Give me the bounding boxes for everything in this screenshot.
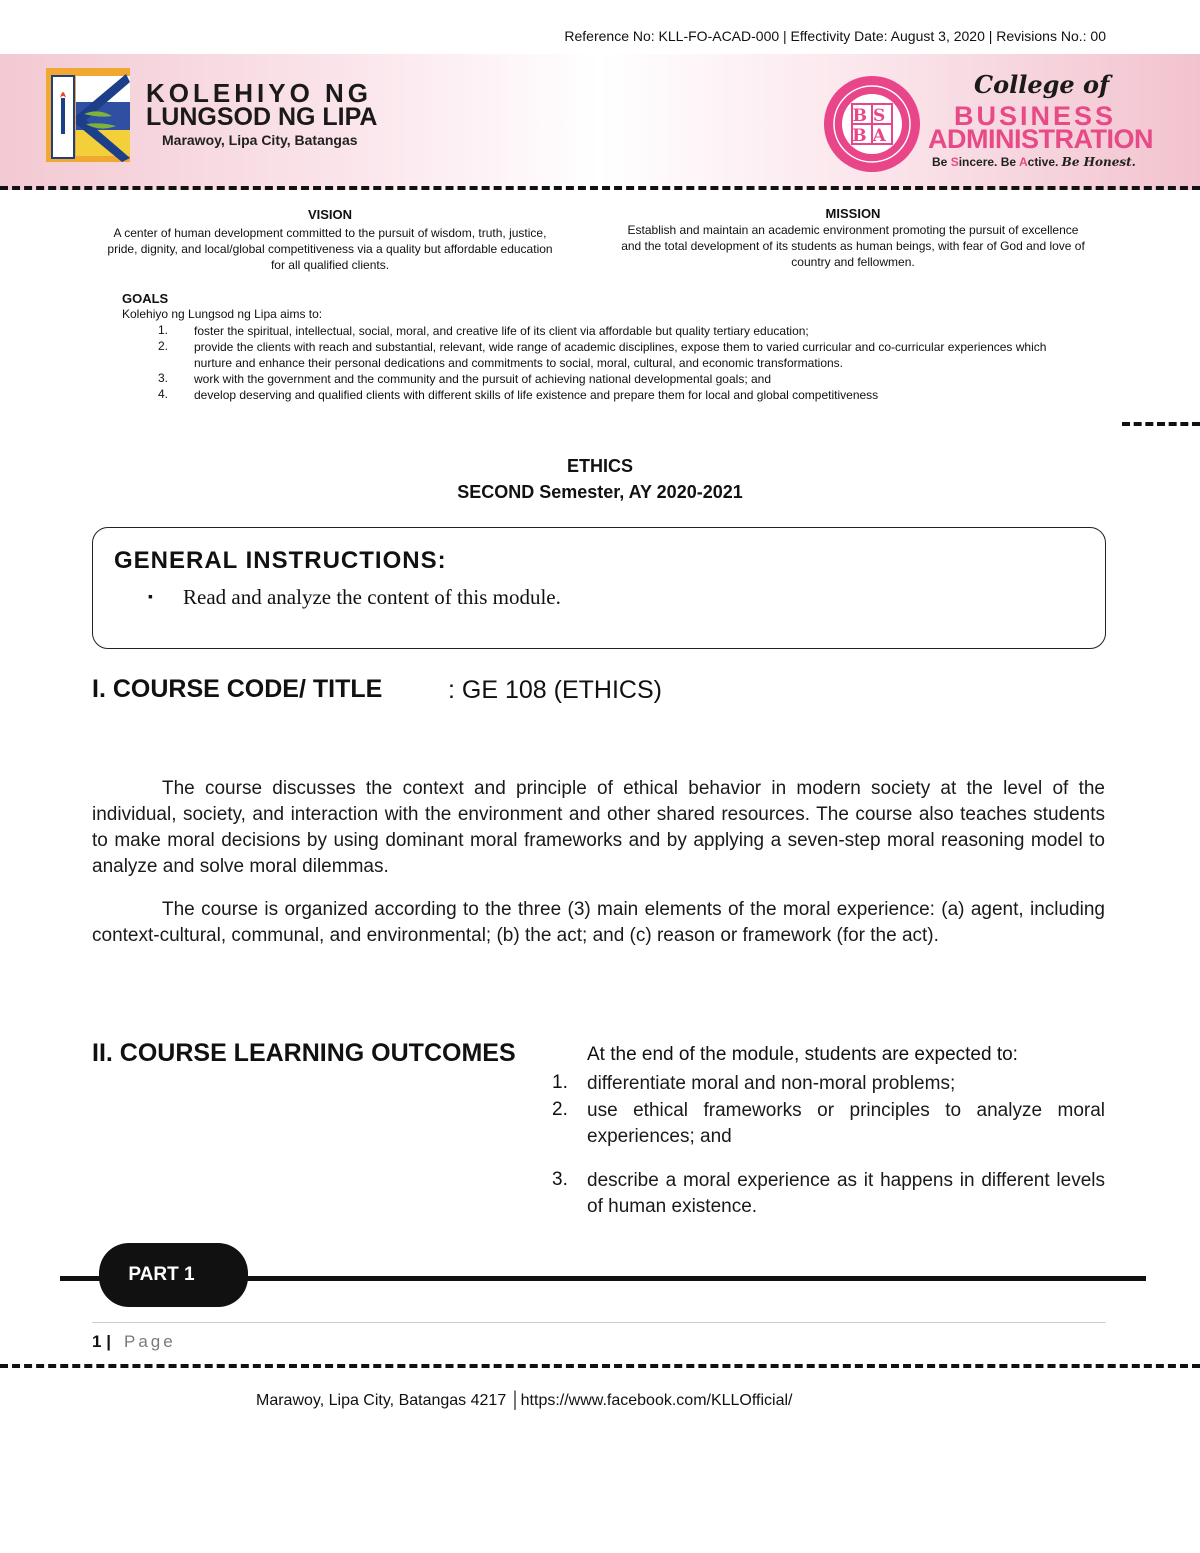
vision-text: A center of human development committed to the pursuit of wisdom, truth, justice, pride, dignity, and local/global competitiveness via a quality but affordable education for all qualified clients.: [107, 226, 553, 272]
goal-item: develop deserving and qualified clients with different skills of life existence and prepare them for local and global competitiveness: [194, 388, 879, 402]
description-paragraph-2: The course is organized according to the three (3) main elements of the moral experience: (a) agent, including context-cultural, communal, and environmental; (b) the act; and (c) reason or framework (for the act).: [92, 899, 1105, 946]
outcome-number: 3.: [552, 1169, 568, 1190]
reference-line: Reference No: KLL-FO-ACAD-000 | Effectivity Date: August 3, 2020 | Revisions No.: 00: [564, 28, 1106, 44]
page-number: 1 |: [92, 1332, 111, 1351]
course-code-value: : GE 108 (ETHICS): [448, 676, 662, 704]
outcome-item: use ethical frameworks or principles to analyze moral experiences; and: [587, 1100, 1105, 1147]
mission-title: MISSION: [825, 206, 881, 221]
outcome-number: 2.: [552, 1099, 568, 1120]
school-address: Marawoy, Lipa City, Batangas: [162, 132, 358, 148]
goals-title: GOALS: [122, 291, 169, 306]
goals-intro: Kolehiyo ng Lungsod ng Lipa aims to:: [122, 307, 323, 321]
goal-number: 3.: [158, 371, 169, 385]
bsba-seal: [822, 74, 922, 174]
goal-number: 1.: [158, 323, 169, 337]
page-word: Page: [124, 1332, 176, 1351]
vision-title: VISION: [307, 207, 353, 222]
instructions-title: GENERAL INSTRUCTIONS:: [114, 547, 447, 574]
outcome-item: describe a moral experience as it happens in different levels of human existence.: [587, 1170, 1105, 1217]
school-name-line1: KOLEHIYO NG: [146, 78, 373, 108]
goal-item: provide the clients with reach and substantial, relevant, wide range of academic disciplines, expose them to varied curricular and co-curricular experiences which nurture and enhance their personal dedications and commitments to social, moral, cultural, and economic transformations.: [194, 340, 1047, 370]
instructions-item: Read and analyze the content of this module.: [183, 585, 561, 609]
semester-title: SECOND Semester, AY 2020-2021: [457, 482, 743, 502]
college-motto: Be Sincere. Be Active. Be Honest.: [932, 155, 1136, 169]
side-divider: [1122, 422, 1200, 426]
header-divider: [0, 186, 1200, 190]
goal-item: work with the government and the community and the pursuit of achieving national developmental goals; and: [194, 372, 772, 386]
page-separator: [92, 1322, 1106, 1323]
outcomes-label: II. COURSE LEARNING OUTCOMES: [92, 1039, 516, 1067]
footer-divider: [0, 1364, 1200, 1368]
seal-text-ba: BA: [852, 126, 892, 146]
course-code-label: I. COURSE CODE/ TITLE: [92, 675, 383, 703]
goal-number: 2.: [158, 339, 169, 353]
part-label: PART 1: [99, 1243, 248, 1307]
goal-number: 4.: [158, 387, 169, 401]
college-of-label: College of: [974, 70, 1110, 99]
college-administration-label: ADMINISTRATION: [928, 124, 1153, 154]
bullet-icon: ▪: [148, 588, 153, 604]
footer-text: Marawoy, Lipa City, Batangas 4217 │https://www.facebook.com/KLLOfficial/: [256, 1392, 793, 1409]
description-paragraph-1: The course discusses the context and principle of ethical behavior in modern society at the level of the individual, society, and interaction with the environment and other shared resources. The course also teaches students to make moral decisions by using dominant moral frameworks and by applying a seven-step moral reasoning model to analyze and solve moral dilemmas.: [92, 778, 1105, 877]
school-logo: [46, 68, 130, 162]
seal-text-bs: BS: [852, 106, 892, 126]
school-name-line2: LUNGSOD NG LIPA: [146, 103, 378, 131]
mission-text: Establish and maintain an academic environment promoting the pursuit of excellence and the total development of its students as human beings, with fear of God and love of country and fellowmen.: [621, 223, 1085, 269]
goal-item: foster the spiritual, intellectual, social, moral, and creative life of its client via affordable but quality tertiary education;: [194, 324, 809, 338]
outcomes-intro: At the end of the module, students are expected to:: [587, 1044, 1018, 1065]
subject-title: ETHICS: [566, 456, 633, 476]
college-business-label: BUSINESS: [954, 101, 1117, 131]
outcome-item: differentiate moral and non-moral problems;: [587, 1073, 956, 1094]
outcome-number: 1.: [552, 1072, 568, 1093]
